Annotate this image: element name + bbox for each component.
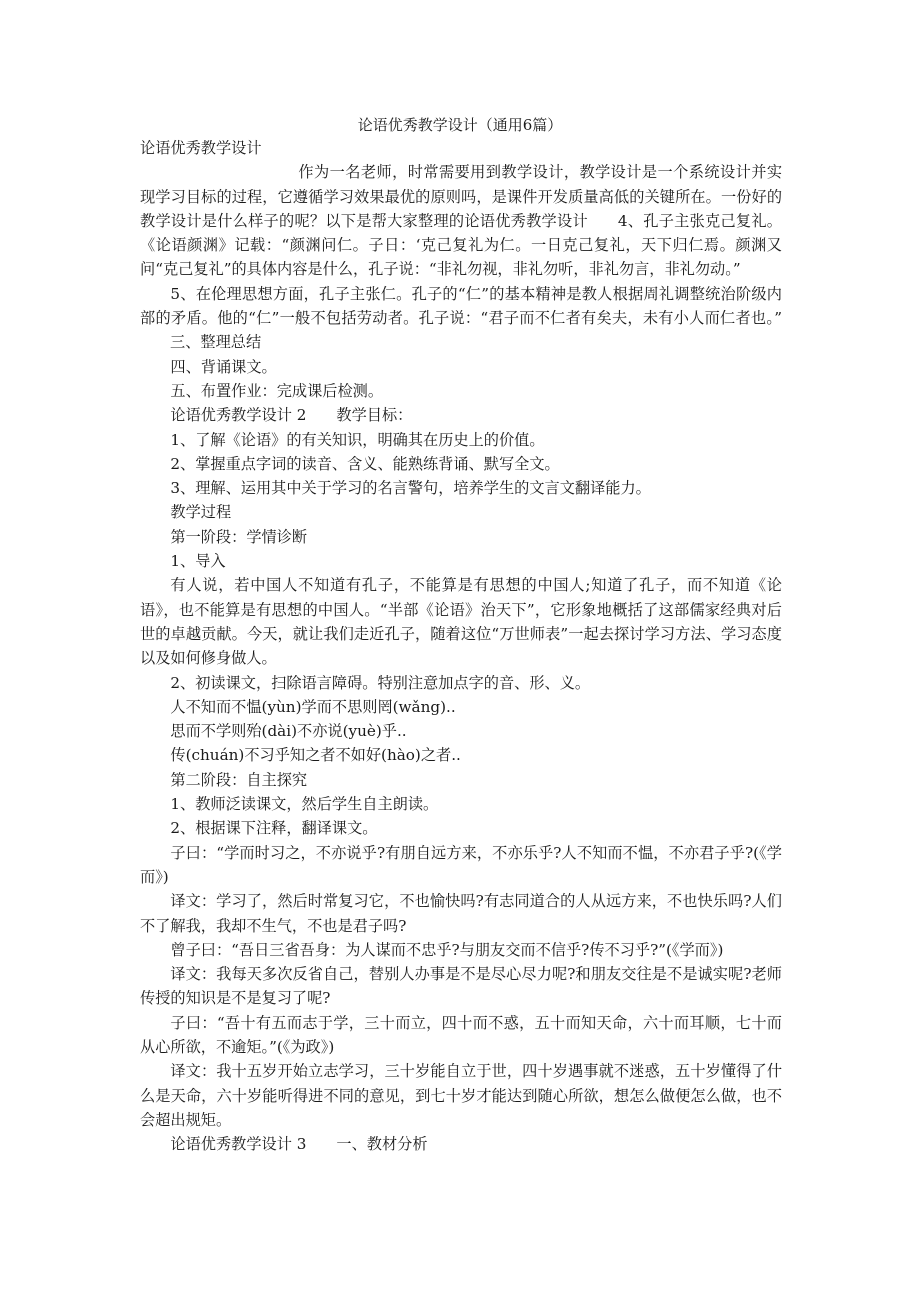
paragraph [140,136,782,160]
paragraph-text: 五、布置作业：完成课后检测。 [170,381,384,400]
paragraph [140,962,782,1011]
paragraph [140,452,782,476]
paragraph [140,549,782,573]
paragraph-text: 译文：我十五岁开始立志学习，三十岁能自立于世，四十岁遇事就不迷惑，五十岁懂得了什么是天命，六十岁能听得进不同的意见，到七十岁才能达到随心所欲，想怎么做便怎么做，也不会超出规矩。 [140,1062,782,1129]
paragraph [140,743,782,767]
paragraph-text: 论语优秀教学设计 2 [170,406,307,425]
document-body [140,136,782,1156]
paragraph-tail-text: 4、孔子主张克己复礼。《论语颜渊》记载：“颜渊问仁。子日：‘克己复礼为仁。一日克己复礼，天下归仁焉。颜渊又问“克己复礼”的具体内容是什么，孔子说：“非礼勿视，非礼勿听，非礼勿言，非礼勿动。” [140,211,782,279]
paragraph [140,938,782,962]
paragraph-text: 论语优秀教学设计 3 [170,1135,307,1154]
paragraph-text: 传(chuán)不习乎知之者不如好(hào)之者.. [170,746,461,765]
paragraph-text: 论语优秀教学设计 [140,139,262,157]
paragraph-text: 有人说，若中国人不知道有孔子，不能算是有思想的中国人;知道了孔子，而不知道《论语》，也不能算是有思想的中国人。“半部《论语》治天下”，它形象地概括了这部儒家经典对后世的卓越贡献。今天，就让我们走近孔子，随着这位“万世师表”一起去探讨学习方法、学习态度以及如何修身做人。 [140,576,782,668]
paragraph-text: 3、理解、运用其中关于学习的名言警句，培养学生的文言文翻译能力。 [170,479,651,498]
paragraph [140,719,782,743]
paragraph [140,476,782,500]
paragraph-text: 译文：学习了，然后时常复习它，不也愉快吗?有志同道合的人从远方来，不也快乐吗?人们不了解我，我却不生气，不也是君子吗? [140,892,782,935]
paragraph-text: 1、教师泛读课文，然后学生自主朗读。 [170,795,439,814]
paragraph-text: 曾子曰：“吾日三省吾身：为人谋而不忠乎?与朋友交而不信乎?传不习乎?”(《学而》) [170,940,724,959]
paragraph-text: 四、背诵课文。 [170,357,277,376]
paragraph [140,816,782,840]
paragraph-text: 人不知而不愠(yùn)学而不思则罔(wǎng).. [170,697,456,716]
paragraph-text: 子曰：“吾十有五而志于学，三十而立，四十而不惑，五十而知天命，六十而耳顺，七十而从心所欲，不逾矩。”(《为政》) [140,1013,782,1056]
paragraph [140,1059,782,1132]
paragraph [140,573,782,670]
paragraph [140,671,782,695]
paragraph-text: 2、根据课下注释，翻译课文。 [170,819,378,838]
paragraph [140,500,782,524]
paragraph [140,792,782,816]
paragraph [140,1011,782,1060]
paragraph [140,889,782,938]
paragraph [140,841,782,890]
paragraph [140,379,782,403]
paragraph-tail-text: 三、整理总结 [170,333,262,352]
paragraph [140,768,782,792]
paragraph-text: 5、在伦理思想方面，孔子主张仁。孔子的“仁”的基本精神是教人根据周礼调整统治阶级内部的矛盾。他的“仁”一般不包括劳动者。孔子说：“君子而不仁者有矣夫，未有小人而仁者也。” [140,284,782,328]
paragraph-text: 教学过程 [170,503,232,522]
paragraph [140,1132,782,1156]
paragraph [140,282,782,355]
paragraph [140,695,782,719]
paragraph-text: 第一阶段：学情诊断 [170,527,308,546]
paragraph [140,160,782,281]
paragraph-text: 思而不学则殆(dài)不亦说(yuè)乎.. [170,722,407,741]
paragraph-tail-text: 教学目标： [336,406,413,425]
paragraph-text: 1、了解《论语》的有关知识，明确其在历史上的价值。 [170,430,545,449]
paragraph-text: 子曰：“学而时习之，不亦说乎?有朋自远方来，不亦乐乎?人不知而不愠，不亦君子乎?(《学而》) [140,843,782,886]
paragraph [140,403,782,427]
paragraph-text: 作为一名老师，时常需要用到教学设计，教学设计是一个系统设计并实现学习目标的过程，它遵循学习效果最优的原则吗，是课件开发质量高低的关键所在。一份好的教学设计是什么样子的呢？以下是帮大家整理的论语优秀教学设计 [140,163,782,230]
paragraph-text: 2、掌握重点字词的读音、含义、能熟练背诵、默写全文。 [170,454,560,473]
paragraph-text: 2、初读课文，扫除语言障碍。特别注意加点字的音、形、义。 [170,673,591,692]
paragraph-text: 1、导入 [170,552,226,571]
paragraph-text: 第二阶段：自主探究 [170,770,308,789]
paragraph [140,355,782,379]
paragraph [140,525,782,549]
document-title: 论语优秀教学设计（通用6篇） [357,116,563,134]
paragraph [140,428,782,452]
paragraph-text: 译文：我每天多次反省自己，替别人办事是不是尽心尽力呢?和朋友交往是不是诚实呢?老师传授的知识是不是复习了呢? [140,965,782,1008]
paragraph-tail-text: 一、教材分析 [336,1135,428,1154]
